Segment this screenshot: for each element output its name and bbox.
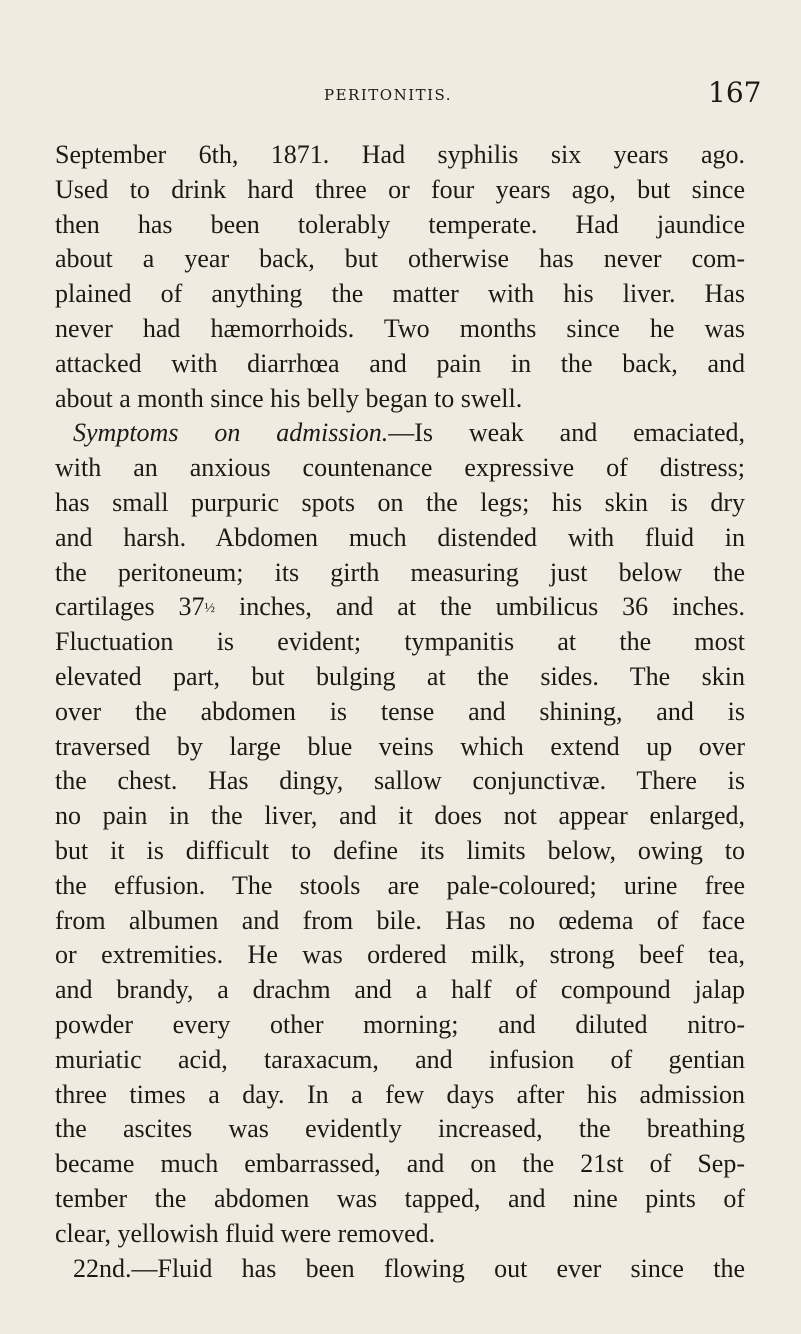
text-line: elevated part, but bulging at the sides. The skin	[55, 661, 745, 691]
text-line: attacked with diarrhœa and pain in the back, and	[55, 348, 745, 378]
text-span: —Is weak and emaciated,	[388, 418, 745, 448]
text-line: and harsh. Abdomen much distended with fluid in	[55, 522, 745, 552]
text-line: 22nd.—Fluid has been flowing out ever since the	[73, 1253, 745, 1283]
text-line: but it is difficult to define its limits below, owing to	[55, 835, 745, 865]
text-line: has small purpuric spots on the legs; his skin is dry	[55, 487, 745, 517]
text-line: never had hæmorrhoids. Two months since he was	[55, 313, 745, 343]
text-line: the ascites was evidently increased, the breathing	[55, 1114, 745, 1144]
text-line: became much embarrassed, and on the 21st of Sep-	[55, 1149, 745, 1179]
text-line: three times a day. In a few days after his admission	[55, 1079, 745, 1109]
text-line: September 6th, 1871. Had syphilis six years ago.	[55, 140, 745, 169]
text-line: no pain in the liver, and it does not appear enlarged,	[55, 801, 745, 831]
text-line: Used to drink hard three or four years ago, but since	[55, 174, 745, 204]
text-line: muriatic acid, taraxacum, and infusion of gentian	[55, 1044, 745, 1074]
text-line-fraction	[55, 590, 745, 625]
fraction: ½	[204, 601, 216, 617]
text-span: cartilages 37	[55, 592, 205, 622]
text-line: and brandy, a drachm and a half of compound jalap	[55, 975, 745, 1005]
text-line: over the abdomen is tense and shining, and is	[55, 696, 745, 726]
page-header	[0, 76, 801, 116]
body-text	[55, 138, 745, 1286]
text-line: about a year back, but otherwise has never com-	[55, 244, 745, 274]
text-line: traversed by large blue veins which extend up over	[55, 731, 745, 761]
page-number: 167	[708, 76, 762, 109]
text-line: Fluctuation is evident; tympanitis at the most	[55, 627, 745, 657]
text-line: then has been tolerably temperate. Had jaundice	[55, 209, 745, 239]
section-heading-symptoms: Symptoms on admission.	[73, 418, 389, 448]
running-title: PERITONITIS.	[324, 86, 453, 104]
text-line: the chest. Has dingy, sallow conjunctivæ. There is	[55, 766, 745, 796]
text-span: inches, and at the umbilicus 36 inches.	[215, 592, 746, 622]
text-line: clear, yellowish fluid were removed.	[55, 1218, 436, 1248]
text-line: tember the abdomen was tapped, and nine pints of	[55, 1183, 745, 1213]
text-line: powder every other morning; and diluted nitro-	[55, 1009, 745, 1039]
text-line: the effusion. The stools are pale-coloured; urine free	[55, 870, 745, 900]
text-line: plained of anything the matter with his liver. Has	[55, 279, 745, 309]
text-line: the peritoneum; its girth measuring just below the	[55, 557, 745, 587]
text-line: or extremities. He was ordered milk, strong beef tea,	[55, 940, 745, 970]
text-line: from albumen and from bile. Has no œdema of face	[55, 905, 745, 935]
text-line: about a month since his belly began to swell.	[55, 383, 523, 413]
text-line: with an anxious countenance expressive of distress;	[55, 453, 745, 483]
text-line-symptoms	[55, 416, 745, 451]
